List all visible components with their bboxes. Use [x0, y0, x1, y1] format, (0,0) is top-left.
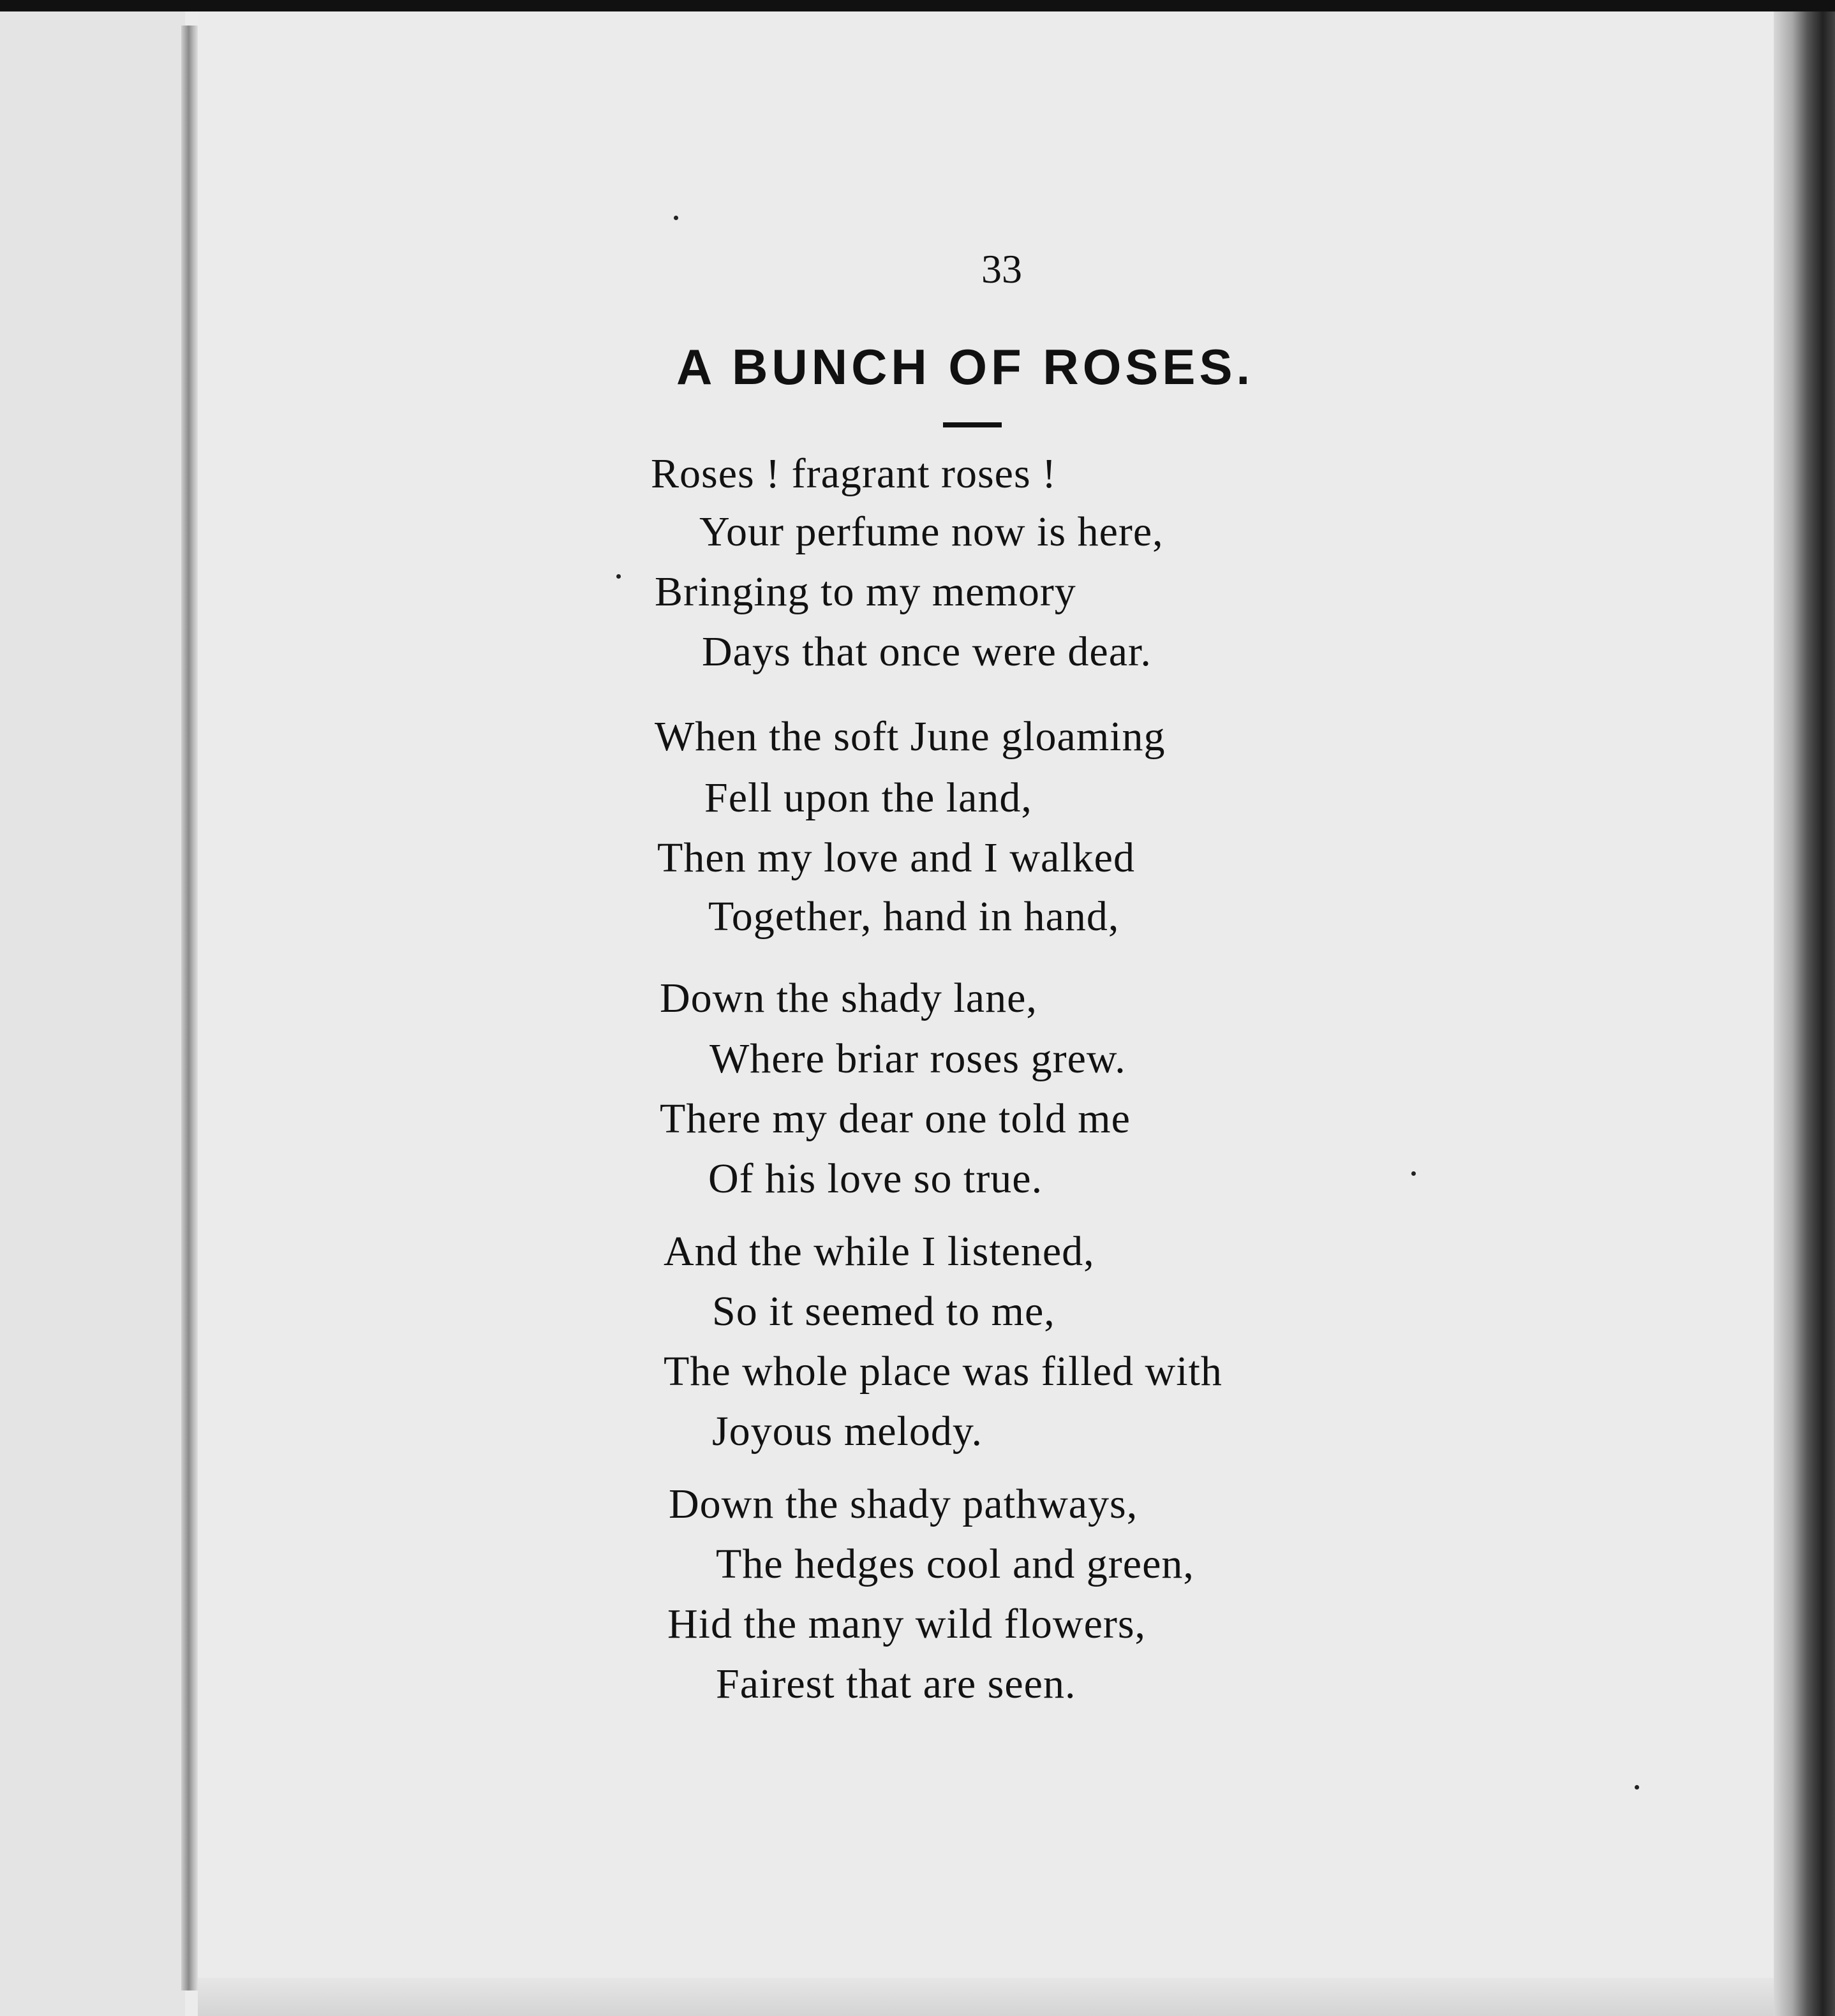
poem-line: The whole place was filled with — [664, 1348, 1222, 1395]
poem-line: When the soft June gloaming — [655, 713, 1166, 760]
poem-line: Days that once were dear. — [702, 628, 1152, 675]
poem-line: There my dear one told me — [660, 1095, 1131, 1142]
poem-title: A BUNCH OF ROSES. — [676, 339, 1254, 395]
poem-line: Your perfume now is here, — [699, 508, 1164, 555]
poem-line: Then my love and I walked — [657, 834, 1135, 881]
poem-line: Roses ! fragrant roses ! — [651, 450, 1057, 497]
poem-line: The hedges cool and green, — [716, 1541, 1194, 1587]
scan-speck — [1411, 1171, 1416, 1176]
poem-line: Down the shady lane, — [660, 975, 1037, 1021]
scan-speck — [1635, 1785, 1639, 1790]
scan-speck — [616, 574, 621, 579]
poem-line: Fell upon the land, — [704, 775, 1032, 821]
poem-line: Bringing to my memory — [655, 568, 1076, 615]
poem-line: Hid the many wild flowers, — [667, 1601, 1147, 1647]
poem-line: Together, hand in hand, — [708, 893, 1120, 940]
poem-line: Fairest that are seen. — [716, 1661, 1076, 1707]
page-number: 33 — [981, 246, 1022, 292]
poem-line: Down the shady pathways, — [669, 1481, 1138, 1527]
poem-line: And the while I listened, — [664, 1228, 1095, 1275]
poem-line: Where briar roses grew. — [709, 1035, 1126, 1082]
poem-line: So it seemed to me, — [712, 1288, 1055, 1335]
poem-line: Joyous melody. — [712, 1408, 983, 1455]
poem-line: Of his love so true. — [708, 1155, 1043, 1202]
scan-speck — [674, 216, 678, 220]
